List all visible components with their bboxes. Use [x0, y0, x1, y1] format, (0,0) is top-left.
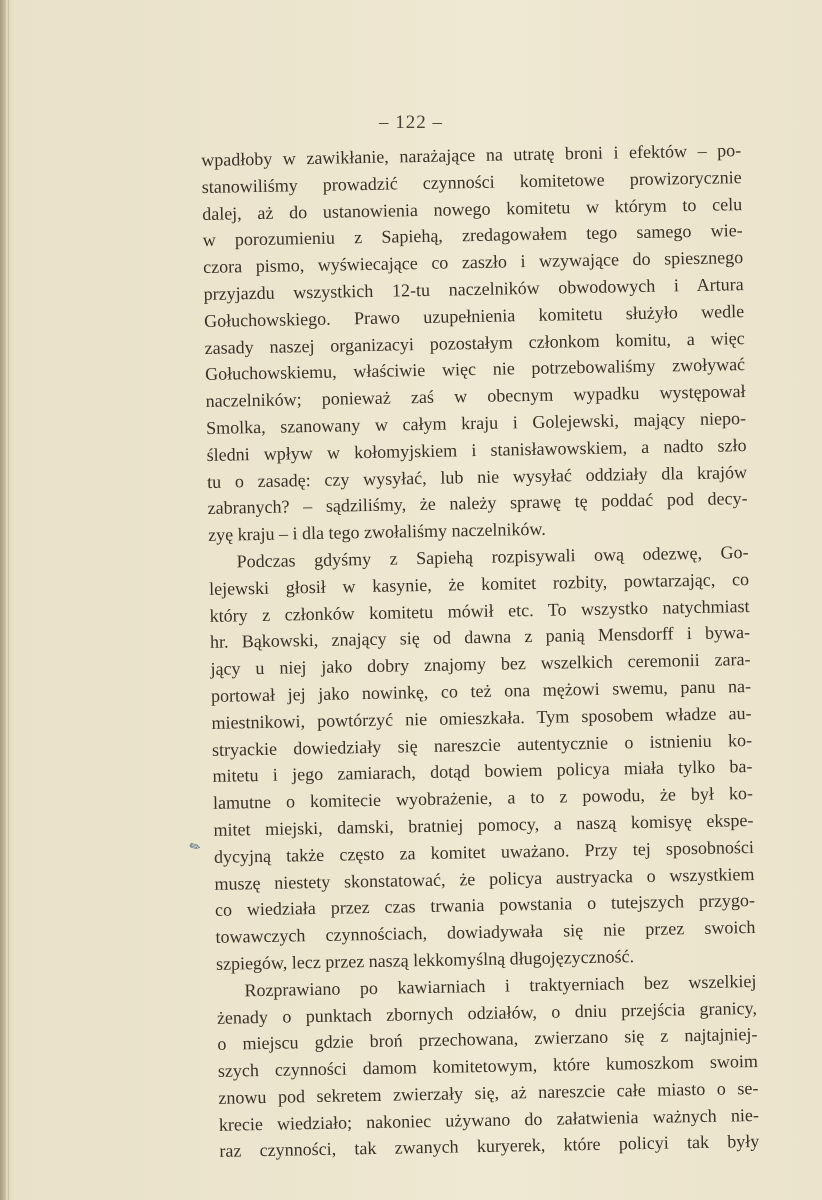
text-line: mitetu i jego zamiarach, dotąd bowiem policya miała tylko ba- — [212, 756, 753, 787]
text-line: stanowiliśmy prowadzić czynności komitetowe prowizorycznie — [201, 166, 742, 197]
text-line: żenady o punktach zbornych odziałów, o dniu przejścia granicy, — [216, 997, 758, 1028]
text-line: lejewski głosił w kasynie, że komitet rozbity, powtarzając, co — [208, 568, 750, 599]
text-line: mitet miejski, damski, bratniej pomocy, a naszą komisyę ekspe- — [213, 809, 754, 840]
body-text — [201, 137, 760, 1165]
text-line: o miejscu gdzie broń przechowana, zwierzano się z najtajniej- — [217, 1024, 758, 1055]
text-line: czora pismo, wyświecające co zaszło i wzywające do spiesznego — [203, 247, 744, 278]
text-line: znowu pod sekretem zwierzały się, aż nareszcie całe miasto o se- — [218, 1077, 759, 1108]
text-line: muszę niestety skonstatować, że policya austryacka o wszystkiem — [214, 863, 755, 894]
text-line: zabranych? – sądziliśmy, że należy sprawę tę poddać pod decy- — [207, 488, 748, 519]
text-line: zyę kraju – i dla tego zwołaliśmy naczelników. — [207, 518, 546, 546]
text-line: wpadłoby w zawikłanie, narażające na utratę broni i efektów – po- — [201, 140, 742, 170]
page-number: – 122 – — [379, 112, 443, 133]
text-line: raz czynności, tak zwanych kuryerek, które policyi tak były — [219, 1131, 760, 1162]
margin-pencil-mark: ✎ — [186, 838, 204, 857]
text-line: hr. Bąkowski, znający się od dawna z panią Mensdorff i bywa- — [209, 622, 751, 653]
text-line: zasady naszej organizacyi pozostałym członkom komitu, a więc — [204, 327, 745, 358]
text-line: towawczych czynnościach, dowiadywała się nie przez swoich — [215, 917, 756, 947]
text-line: dalej, aż do ustanowienia nowego komitetu w którym to celu — [202, 193, 743, 224]
text-line: śledni wpływ w kołomyjskiem i stanisławowskiem, a nadto szło — [206, 434, 747, 465]
text-line: stryackie dowiedziały się nareszcie autentycznie o istnieniu ko- — [211, 729, 753, 760]
text-line: tu o zasadę: czy wysyłać, lub nie wysyłać oddziały dla krajów — [206, 461, 748, 492]
text-line: w porozumieniu z Sapiehą, zredagowałem tego samego wie- — [202, 220, 743, 251]
page-spine-shadow — [0, 0, 6, 1200]
text-line: jący u niej jako dobry znajomy bez wszelkich ceremonii zara- — [210, 649, 751, 680]
page-edge-line — [8, 0, 9, 1200]
text-line: lamutne o komitecie wyobrażenie, a to z powodu, że był ko- — [212, 783, 754, 814]
text-line: szych czynności damom komitetowym, które kumoszkom swoim — [217, 1051, 759, 1081]
text-line: Podczas gdyśmy z Sapiehą rozpisywali ową odezwę, Go- — [236, 541, 749, 572]
text-line: miestnikowi, powtórzyć nie omieszkała. Tym sposobem władze au- — [211, 702, 752, 733]
text-line: szpiegów, lecz przez naszą lekkomyślną długojęzyczność. — [215, 946, 635, 974]
text-line: naczelników; ponieważ zaś w obecnym wypadku występował — [205, 381, 746, 412]
text-line: przyjazdu wszystkich 12-tu naczelników obwodowych i Artura — [203, 274, 744, 304]
text-line: Gołuchowskiemu, właściwie więc nie potrzebowaliśmy zwoływać — [204, 354, 746, 385]
text-line: Smolka, szanowany w całym kraju i Golejewski, mający niepo- — [205, 408, 747, 438]
text-line: który z członków komitetu mówił etc. To wszystko natychmiast — [209, 595, 750, 626]
text-line: krecie wiedziało; nakoniec używano do załatwienia ważnych nie- — [218, 1104, 760, 1135]
text-line: portował jej jako nowinkę, co też ona mężowi swemu, panu na- — [210, 675, 752, 706]
text-line: dycyjną także często za komitet uważano. Przy tej sposobności — [213, 836, 755, 867]
text-line: Rozprawiano po kawiarniach i traktyerniach bez wszelkiej — [244, 970, 757, 1001]
text-line: co wiedziała przez czas trwania powstania o tutejszych przygo- — [214, 890, 756, 921]
text-line: Gołuchowskiego. Prawo uzupełnienia komitetu służyło wedle — [204, 300, 745, 331]
